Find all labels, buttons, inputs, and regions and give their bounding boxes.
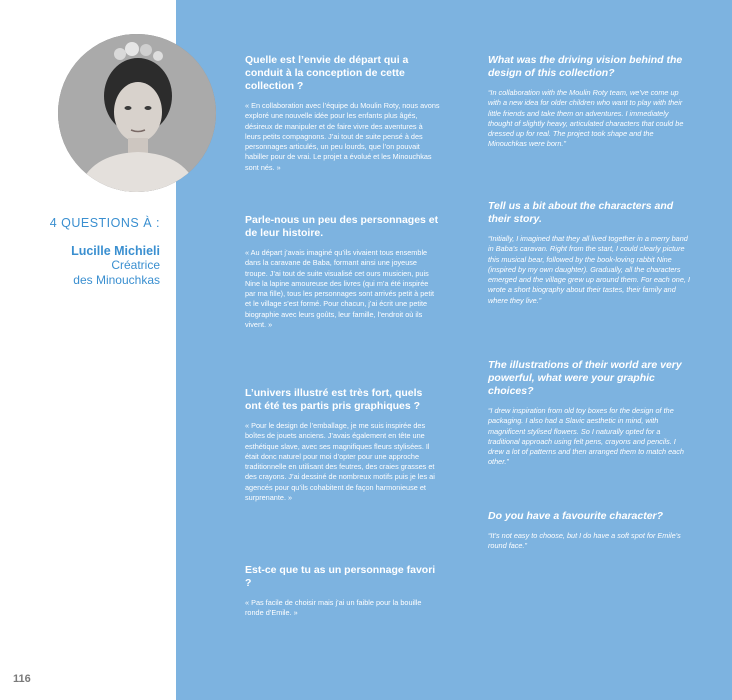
fr-qa-4	[245, 564, 440, 619]
fr-answer-3: « Pour le design de l’emballage, je me suis inspirée des boîtes de jouets anciens. J’avais également en tête une esthétique slave, avec ses magnifiques fleurs stylisées. Il était donc naturel pour moi d’opter pour une approche traditionnelle en utilisant des feutres, des craies grasses et des crayons. J’ai dessiné de nombreux motifs puis je les ai agencés pour qu’ils cohabitent de façon harmonieuse et surprenante. »	[245, 421, 435, 503]
en-answer-1: “In collaboration with the Moulin Roty team, we’ve come up with a new idea for older children who want to play with their little friends and take them on adventures. I immediately thought of slightly heavy, articulated characters that could be dressed up for real. The project took shape and the Minouchkas were born.”	[488, 88, 684, 149]
fr-qa-3	[245, 387, 440, 503]
person-role-line1: Créatrice	[111, 258, 160, 272]
fr-question-4: Est-ce que tu as un personnage favori ?	[245, 564, 436, 589]
en-question-1: What was the driving vision behind the design of this collection?	[488, 54, 683, 79]
fr-question-1: Quelle est l’envie de départ qui a conduit à la conception de cette collection ?	[245, 54, 409, 92]
en-answer-4: “It’s not easy to choose, but I do have a soft spot for Emile’s round face.”	[488, 531, 681, 551]
en-qa-3	[488, 359, 693, 468]
portrait-photo	[58, 34, 216, 192]
person-role-line2: des Minouchkas	[73, 273, 160, 287]
en-qa-1	[488, 54, 693, 150]
page-number: 116	[13, 673, 31, 685]
fr-question-3: L’univers illustré est très fort, quels ont été tes partis pris graphiques ?	[245, 387, 423, 412]
en-question-2: Tell us a bit about the characters and their story.	[488, 200, 674, 225]
en-qa-2	[488, 200, 693, 306]
fr-answer-4: « Pas facile de choisir mais j’ai un faible pour la bouille ronde d’Emile. »	[245, 598, 422, 618]
section-heading: 4 QUESTIONS À :	[49, 216, 160, 230]
fr-question-2: Parle-nous un peu des personnages et de leur histoire.	[245, 214, 439, 239]
en-answer-2: “Initially, I imagined that they all lived together in a merry band in Baba’s caravan. Right from the start, I could clearly picture this musical bear, followed by the book-loving rabbit Nine (inspired by my own daughter). Gradually, all the characters emerged and the village grew up around them. For each one, I wrote a short biography about their tastes, their family and where they live.”	[488, 234, 691, 305]
fr-qa-1	[245, 54, 440, 173]
en-question-3: The illustrations of their world are very powerful, what were your graphic choices?	[488, 359, 682, 397]
interview-label	[10, 216, 160, 288]
person-name: Lucille Michieli	[71, 244, 160, 258]
en-qa-4	[488, 510, 693, 552]
fr-answer-1: « En collaboration avec l’équipe du Moulin Roty, nous avons exploré une nouvelle idée pour les enfants plus âgés, désireux de manipuler et de faire vivre des aventures à leurs petits compagnons. J’ai tout de suite pensé à des personnages articulés, un peu lourds, que l’on pouvait habiller pour de vrai. Le projet a évolué et les Minouchkas sont nés. »	[245, 101, 440, 172]
en-answer-3: “I drew inspiration from old toy boxes for the design of the packaging. I also had a Slavic aesthetic in mind, with magnificent stylised flowers. So I naturally opted for a traditional approach using felt pens, crayons and pencils. I drew a lot of patterns and then arranged them to match each other.”	[488, 406, 684, 467]
en-question-4: Do you have a favourite character?	[488, 510, 664, 522]
fr-qa-2	[245, 214, 440, 330]
fr-answer-2: « Au départ j’avais imaginé qu’ils vivaient tous ensemble dans la caravane de Baba, formant ainsi une joyeuse troupe. J’ai tout de suite visualisé cet ours musicien, puis Nine la lapine amoureuse des livres (qui m’a été inspirée par ma fille), tous les personnages sont arrivés petit à petit et le village s’est formé. Pour chacun, j’ai écrit une petite biographie avec leurs goûts, leur famille, l’endroit où ils vivent. »	[245, 248, 435, 330]
